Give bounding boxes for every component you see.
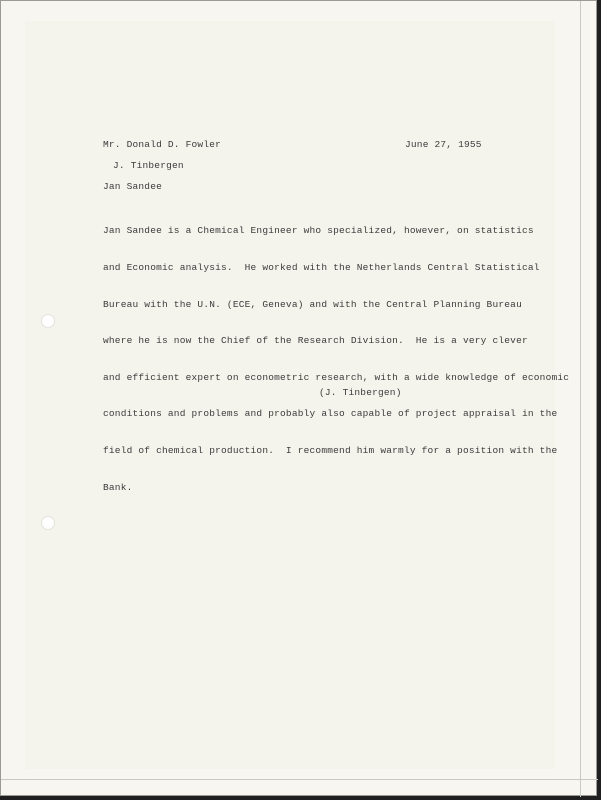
memo-date: June 27, 1955 — [405, 139, 482, 150]
memo-body-line: field of chemical production. I recommend him warmly for a position with the — [103, 445, 558, 457]
memo-subject: Jan Sandee — [103, 181, 163, 192]
memo-body-line: Bureau with the U.N. (ECE, Geneva) and with the Central Planning Bureau — [103, 298, 522, 310]
memo-recipient: Mr. Donald D. Fowler — [103, 139, 222, 150]
memo-body-line: Bank. — [103, 481, 133, 493]
memo-body-line: and efficient expert on econometric research, with a wide knowledge of economic — [103, 371, 570, 383]
memo-sender: J. Tinbergen — [113, 160, 184, 171]
memo-signature: (J. Tinbergen) — [319, 387, 402, 398]
memo-body-line: Jan Sandee is a Chemical Engineer who specialized, however, on statistics — [103, 225, 534, 237]
memo-body-line: and Economic analysis. He worked with the Netherlands Central Statistical — [103, 262, 540, 274]
punch-hole-top — [41, 314, 55, 328]
punch-hole-bottom — [41, 516, 55, 530]
frame-edge-right — [580, 1, 581, 797]
memo-body-line: where he is now the Chief of the Research Division. He is a very clever — [103, 335, 528, 347]
frame-edge-bottom — [1, 779, 598, 780]
memo-body — [103, 201, 569, 518]
memo-body-line: conditions and problems and probably also capable of project appraisal in the — [103, 408, 558, 420]
